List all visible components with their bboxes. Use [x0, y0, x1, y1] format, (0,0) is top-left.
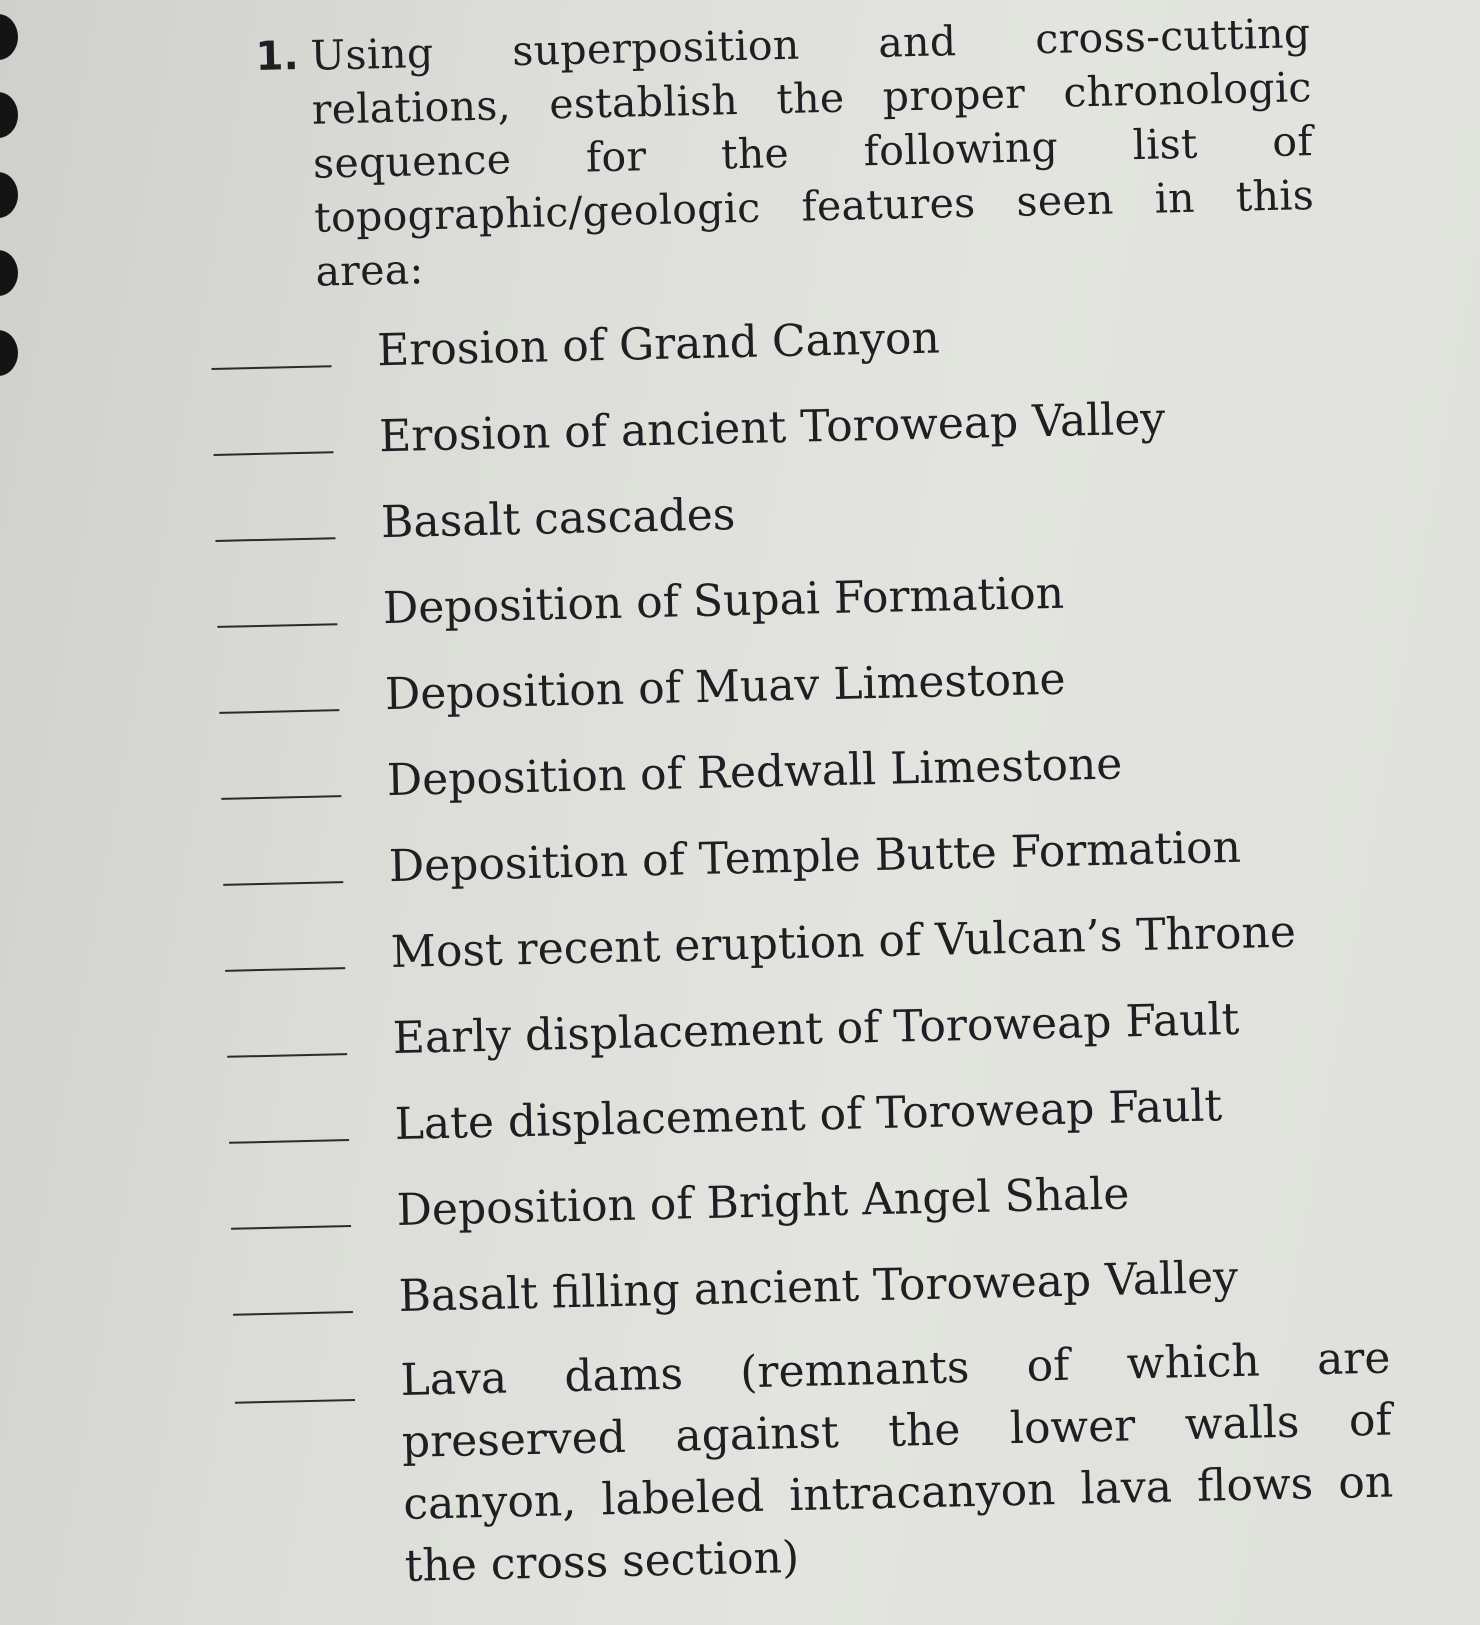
- answer-blank[interactable]: [233, 1311, 353, 1316]
- item-label: Deposition of Muav Limestone: [384, 653, 1067, 721]
- answer-blank[interactable]: [235, 1399, 355, 1404]
- answer-blank[interactable]: [221, 795, 341, 800]
- binding-holes: [0, 0, 22, 1625]
- binding-hole: [0, 14, 18, 60]
- list-item: [234, 1327, 1439, 1602]
- binding-hole: [0, 172, 18, 218]
- item-label: Lava dams (remnants of which are preserved against the lower walls of canyon, labeled intracanyon lava flows on the cross section): [399, 1332, 1394, 1592]
- item-label: Late displacement of Toroweap Fault: [394, 1080, 1223, 1151]
- item-label: Basalt filling ancient Toroweap Valley: [398, 1251, 1239, 1322]
- answer-blank[interactable]: [229, 1139, 349, 1144]
- item-label: Most recent eruption of Vulcan’s Throne: [390, 906, 1297, 979]
- item-label: Erosion of Grand Canyon: [376, 312, 941, 377]
- item-label: Erosion of ancient Toroweap Valley: [378, 393, 1166, 463]
- item-label: Deposition of Redwall Limestone: [386, 738, 1123, 807]
- item-label: Early displacement of Toroweap Fault: [392, 993, 1240, 1065]
- answer-blank[interactable]: [231, 1225, 351, 1230]
- binding-hole: [0, 250, 18, 296]
- item-label: Deposition of Supai Formation: [382, 567, 1065, 635]
- sequence-list: [210, 273, 1439, 1602]
- answer-blank[interactable]: [225, 967, 345, 972]
- answer-blank[interactable]: [213, 451, 333, 456]
- answer-blank[interactable]: [217, 623, 337, 628]
- question-header: [255, 5, 1351, 300]
- item-label: Deposition of Temple Butte Formation: [388, 821, 1242, 893]
- answer-blank[interactable]: [223, 881, 343, 886]
- answer-blank[interactable]: [227, 1053, 347, 1058]
- binding-hole: [0, 330, 18, 376]
- question-number: 1.: [255, 33, 300, 80]
- answer-blank[interactable]: [219, 709, 339, 714]
- question-prompt: Using superposition and cross-cutting relations, establish the proper chronologic sequence for the following list of topographic/geologic features seen in this area:: [310, 9, 1315, 296]
- answer-blank[interactable]: [215, 537, 335, 542]
- item-label: Basalt cascades: [380, 489, 736, 549]
- answer-blank[interactable]: [212, 365, 332, 370]
- binding-hole: [0, 92, 18, 138]
- item-label: Deposition of Bright Angel Shale: [396, 1168, 1130, 1236]
